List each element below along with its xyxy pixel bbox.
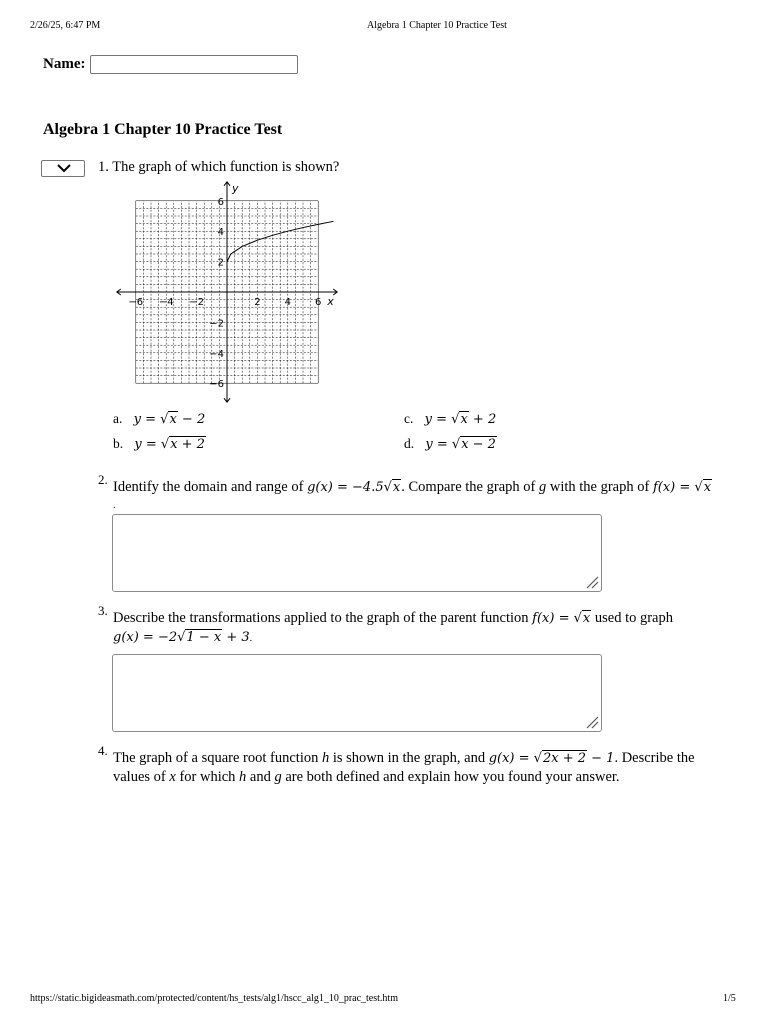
resize-grip-icon[interactable] bbox=[585, 575, 599, 589]
choice-d: d. y = √x − 2 bbox=[404, 436, 496, 452]
math-radicand: 2x + 2 bbox=[542, 751, 586, 766]
choice-radicand: x bbox=[169, 412, 177, 427]
choice-b: b. y = √x + 2 bbox=[113, 436, 205, 452]
question-number: 1. bbox=[98, 159, 109, 175]
function-graph bbox=[110, 175, 350, 415]
trailing-period: . bbox=[113, 500, 116, 511]
question-text: Identify the domain and range of bbox=[113, 479, 308, 495]
question-text: is shown in the graph, and bbox=[329, 750, 489, 766]
math-expression: f(x) = bbox=[532, 611, 574, 626]
math-radicand: x bbox=[392, 480, 401, 495]
answer-textarea-2[interactable] bbox=[112, 514, 602, 592]
choice-math-rest: − 2 bbox=[177, 412, 206, 427]
answer-dropdown[interactable] bbox=[41, 160, 85, 177]
y-tick-label: −4 bbox=[209, 348, 224, 360]
question-number: 3. bbox=[98, 603, 108, 618]
graph-tick-labels bbox=[128, 197, 321, 390]
print-page-title: Algebra 1 Chapter 10 Practice Test bbox=[367, 20, 507, 31]
chevron-down-icon bbox=[42, 161, 84, 176]
choice-radicand: x − 2 bbox=[461, 437, 496, 452]
math-radicand: x bbox=[582, 611, 591, 626]
print-url: https://static.bigideasmath.com/protected/content/hs_tests/alg1/hscc_alg1_10_prac_test.htm bbox=[30, 993, 398, 1004]
question-number: 2. bbox=[98, 472, 108, 487]
math-expression: f(x) = bbox=[652, 480, 695, 495]
trailing-period: . bbox=[249, 633, 253, 644]
choice-c: c. y = √x + 2 bbox=[404, 411, 497, 427]
y-tick-label: 4 bbox=[217, 227, 224, 239]
question-3: Describe the transformations applied to the graph of the parent function f(x) = √x used to graph g(x) = −2√1 − x + 3. bbox=[113, 610, 673, 645]
choice-letter: b. bbox=[113, 436, 124, 451]
choice-math: y = bbox=[425, 437, 452, 452]
choice-radicand: x bbox=[460, 412, 468, 427]
y-tick-label: 6 bbox=[217, 196, 224, 208]
math-expression: g(x) = bbox=[488, 751, 534, 766]
name-input[interactable] bbox=[90, 55, 298, 74]
print-page-number: 1/5 bbox=[723, 993, 736, 1004]
question-text: used to graph bbox=[591, 610, 673, 626]
question-text: with the graph of bbox=[546, 479, 653, 495]
y-tick-label: 2 bbox=[217, 257, 224, 269]
answer-textarea-3[interactable] bbox=[112, 654, 602, 732]
question-4: The graph of a square root function h is shown in the graph, and g(x) = √2x + 2 − 1. Describe the values of x for which h and g are both defined and explain how you found your answer. bbox=[113, 750, 695, 785]
choice-letter: c. bbox=[404, 411, 414, 426]
y-tick-label: −6 bbox=[209, 379, 224, 391]
math-variable: g bbox=[274, 769, 282, 785]
print-datetime: 2/26/25, 6:47 PM bbox=[30, 20, 101, 31]
y-axis-label: y bbox=[232, 181, 239, 195]
question-text: . Describe the bbox=[614, 750, 695, 766]
math-radicand: 1 − x bbox=[186, 630, 222, 645]
x-tick-label: −6 bbox=[128, 297, 144, 308]
choice-math: y = bbox=[134, 437, 161, 452]
math-variable: g bbox=[538, 479, 547, 495]
math-variable: h bbox=[239, 769, 247, 785]
choice-math: y = bbox=[133, 412, 161, 427]
question-text: and bbox=[246, 769, 275, 785]
question-number: 4. bbox=[98, 743, 108, 758]
question-text: are both defined and explain how you found your answer. bbox=[281, 769, 620, 785]
graph-axes bbox=[117, 182, 337, 402]
math-expression: g(x) = −4.5 bbox=[307, 480, 384, 495]
question-text: The graph of which function is shown? bbox=[112, 159, 340, 175]
resize-grip-icon[interactable] bbox=[585, 715, 599, 729]
question-text: The graph of a square root function bbox=[113, 750, 322, 766]
choice-math: y = bbox=[424, 412, 452, 427]
math-expression-rest: − 1 bbox=[587, 751, 615, 766]
question-text: Describe the transformations applied to the graph of the parent function bbox=[113, 610, 533, 626]
math-variable: h bbox=[321, 750, 330, 766]
name-label: Name: bbox=[43, 56, 86, 72]
x-tick-label: 2 bbox=[254, 297, 261, 308]
math-radicand: x bbox=[703, 480, 712, 495]
y-tick-label: −2 bbox=[209, 318, 224, 330]
choice-letter: a. bbox=[113, 411, 123, 426]
x-tick-label: 6 bbox=[315, 297, 322, 308]
choice-math-rest: + 2 bbox=[468, 412, 497, 427]
math-expression-rest: + 3 bbox=[222, 630, 250, 645]
question-text: for which bbox=[175, 769, 240, 785]
choice-radicand: x + 2 bbox=[170, 437, 205, 452]
choice-a: a. y = √x − 2 bbox=[113, 411, 206, 427]
x-tick-label: 4 bbox=[284, 297, 291, 308]
question-2: Identify the domain and range of g(x) = −4.5√x. Compare the graph of g with the graph of f(x) = √x bbox=[113, 479, 712, 495]
test-title: Algebra 1 Chapter 10 Practice Test bbox=[43, 121, 283, 138]
x-axis-label: x bbox=[327, 295, 334, 308]
question-text: . Compare the graph of bbox=[401, 479, 539, 495]
x-tick-label: −2 bbox=[189, 297, 204, 308]
math-expression: g(x) = −2 bbox=[113, 630, 178, 645]
question-text: values of bbox=[113, 769, 170, 785]
x-tick-label: −4 bbox=[158, 297, 174, 308]
choice-letter: d. bbox=[404, 436, 415, 451]
math-variable: x bbox=[169, 769, 176, 785]
